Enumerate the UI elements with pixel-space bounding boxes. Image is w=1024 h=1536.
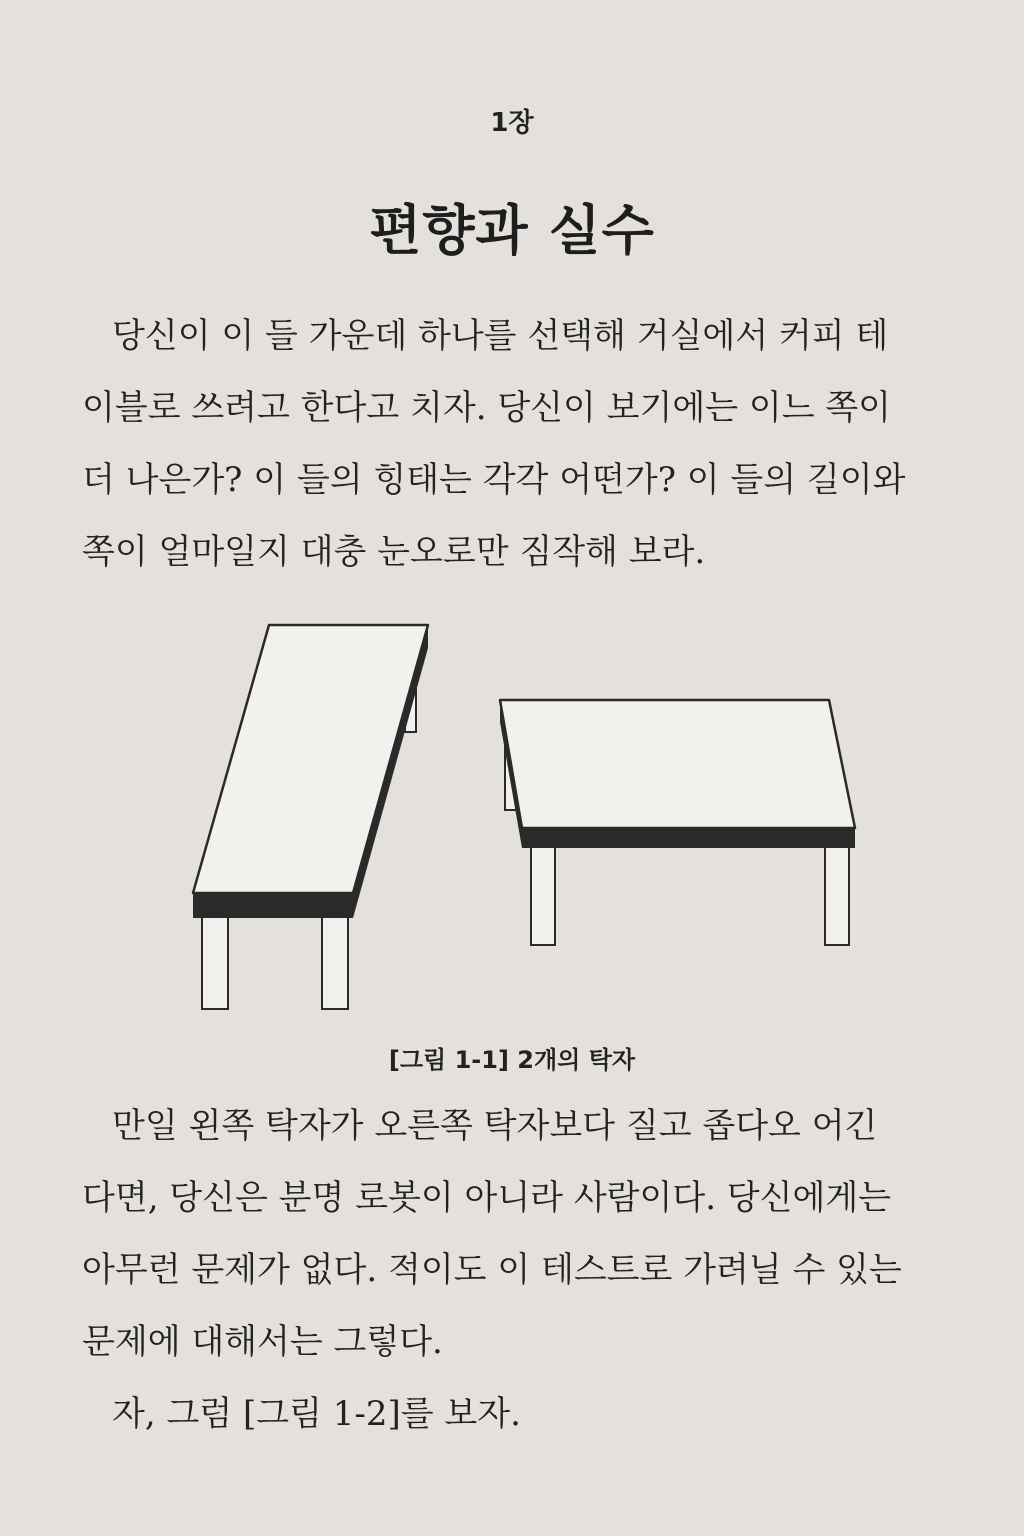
text-line: 다면, 당신은 분명 로봇이 아니라 사람이다. 당신에게는 xyxy=(82,1178,892,1218)
chapter-number: 1장 xyxy=(490,108,534,138)
chapter-title: 편향과 실수 xyxy=(369,199,655,262)
text-line: 더 나은가? 이 들의 힝태는 각각 어떤가? 이 들의 길이와 xyxy=(82,460,906,500)
paragraph-intro xyxy=(82,300,962,588)
paragraph-next xyxy=(82,1378,962,1450)
paragraph-explanation xyxy=(82,1090,962,1378)
text-line: 문제에 대해서는 그렇다. xyxy=(82,1322,443,1362)
text-line: 아무런 문제가 없다. 적이도 이 테스트로 가려닐 수 있는 xyxy=(82,1250,902,1290)
wide-table-icon xyxy=(500,700,855,945)
text-line: 당신이 이 들 가운데 하나를 선택해 거실에서 커피 테 xyxy=(112,316,889,356)
two-tables-figure xyxy=(0,600,1024,1030)
text-line: 이블로 쓰려고 한다고 치자. 당신이 보기에는 이느 쪽이 xyxy=(82,388,892,428)
text-line: 쪽이 얼마일지 대충 눈오로만 짐작해 보라. xyxy=(82,532,706,572)
text-line: 만일 왼쪽 탁자가 오른쪽 탁자보다 질고 좁다오 어긴 xyxy=(112,1106,878,1146)
text-line: 자, 그럼 [그림 1-2]를 보자. xyxy=(112,1394,521,1434)
figure-caption: [그림 1-1] 2개의 탁자 xyxy=(388,1046,636,1074)
long-table-icon xyxy=(193,625,428,1009)
